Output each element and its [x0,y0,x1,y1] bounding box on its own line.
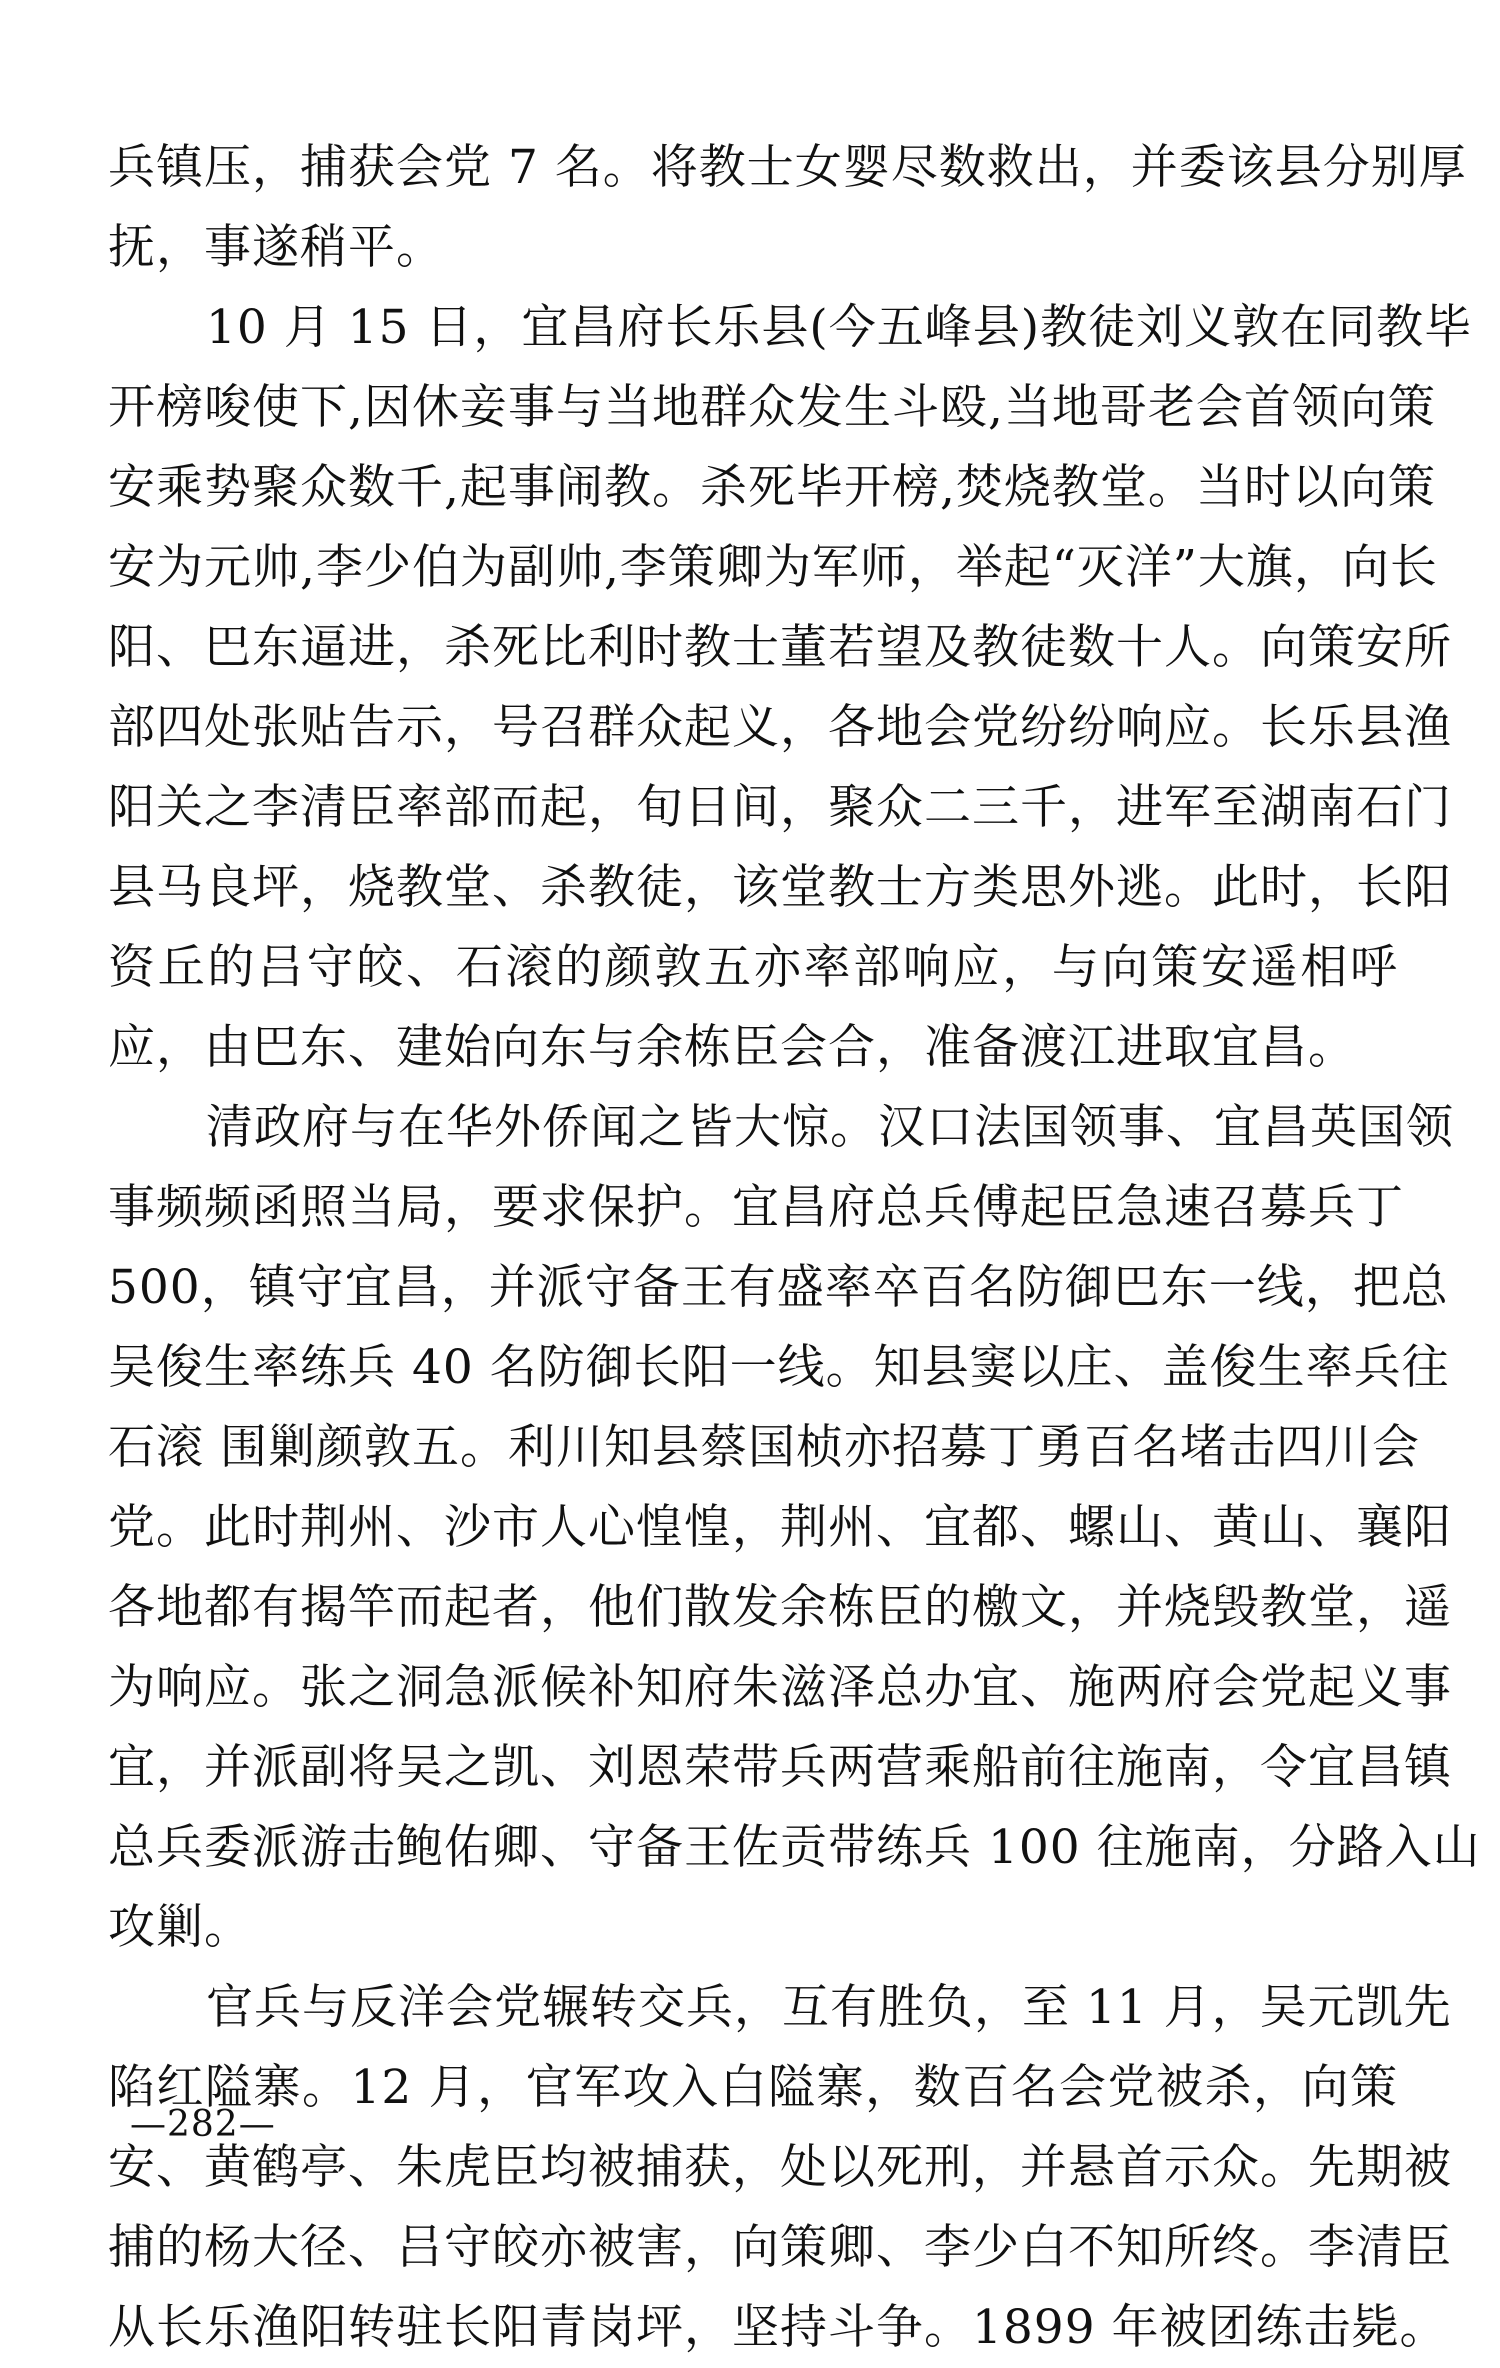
body-text [108,128,1481,2368]
text-line: 阳关之李清臣率部而起，旬日间，聚众二三千，进军至湖南石门 [108,780,1452,835]
text-line: 500，镇守宜昌，并派守备王有盛率卒百名防御巴东一线，把总 [108,1260,1449,1315]
text-line: 党。此时荆州、沙市人心惶惶，荆州、宜都、螺山、黄山、襄阳 [108,1500,1452,1555]
text-line: 事频频函照当局，要求保护。宜昌府总兵傅起臣急速召募兵丁 [108,1180,1404,1235]
text-line: 官兵与反洋会党辗转交兵，互有胜负，至 11 月，吴元凯先 [206,1980,1452,2035]
text-line: 各地都有揭竿而起者，他们散发余栋臣的檄文，并烧毁教堂，遥 [108,1580,1452,1635]
text-line: 开榜唆使下,因休妾事与当地群众发生斗殴,当地哥老会首领向策 [108,380,1436,435]
text-line: 应，由巴东、建始向东与余栋臣会合，准备渡江进取宜昌。 [108,1020,1356,1075]
text-line: 兵镇压，捕获会党 7 名。将教士女婴尽数救出，并委该县分别厚 [108,140,1467,195]
text-line: 资丘的吕守皎、石滚的颜敦五亦率部响应，与向策安遥相呼 [108,940,1398,995]
page-number: —282— [130,2104,276,2145]
text-line: 宜，并派副将吴之凯、刘恩荣带兵两营乘船前往施南，令宜昌镇 [108,1740,1452,1795]
text-line: 县马良坪，烧教堂、杀教徒，该堂教士方类思外逃。此时，长阳 [108,860,1452,915]
text-line: 攻剿。 [108,1900,252,1955]
text-line: 安为元帅,李少伯为副帅,李策卿为军师，举起“灭洋”大旗，向长 [108,540,1438,595]
text-line: 10 月 15 日，宜昌府长乐县(今五峰县)教徒刘义敦在同教毕 [206,300,1473,355]
text-line: 陷红隘寨。12 月，官军攻入白隘寨，数百名会党被杀，向策 [108,2060,1398,2115]
text-line: 安乘势聚众数千,起事闹教。杀死毕开榜,焚烧教堂。当时以向策 [108,460,1436,515]
text-line: 安、黄鹤亭、朱虎臣均被捕获，处以死刑，并悬首示众。先期被 [108,2140,1452,2195]
text-line: 捕的杨大径、吕守皎亦被害，向策卿、李少白不知所终。李清臣 [108,2220,1452,2275]
text-line: 抚，事遂稍平。 [108,220,444,275]
text-line: 从长乐渔阳转驻长阳青岗坪，坚持斗争。1899 年被团练击毙。 [108,2300,1448,2355]
text-line: 阳、巴东逼进，杀死比利时教士董若望及教徒数十人。向策安所 [108,620,1452,675]
text-line: 总兵委派游击鲍佑卿、守备王佐贡带练兵 100 往施南，分路入山 [108,1820,1481,1875]
text-line: 为响应。张之洞急派候补知府朱滋泽总办宜、施两府会党起义事 [108,1660,1452,1715]
text-line: 吴俊生率练兵 40 名防御长阳一线。知县窦以庄、盖俊生率兵往 [108,1340,1450,1395]
text-line: 石滚 围剿颜敦五。利川知县蔡国桢亦招募丁勇百名堵击四川会 [108,1420,1420,1475]
text-line: 部四处张贴告示，号召群众起义，各地会党纷纷响应。长乐县渔 [108,700,1452,755]
text-line: 清政府与在华外侨闻之皆大惊。汉口法国领事、宜昌英国领 [206,1100,1454,1155]
